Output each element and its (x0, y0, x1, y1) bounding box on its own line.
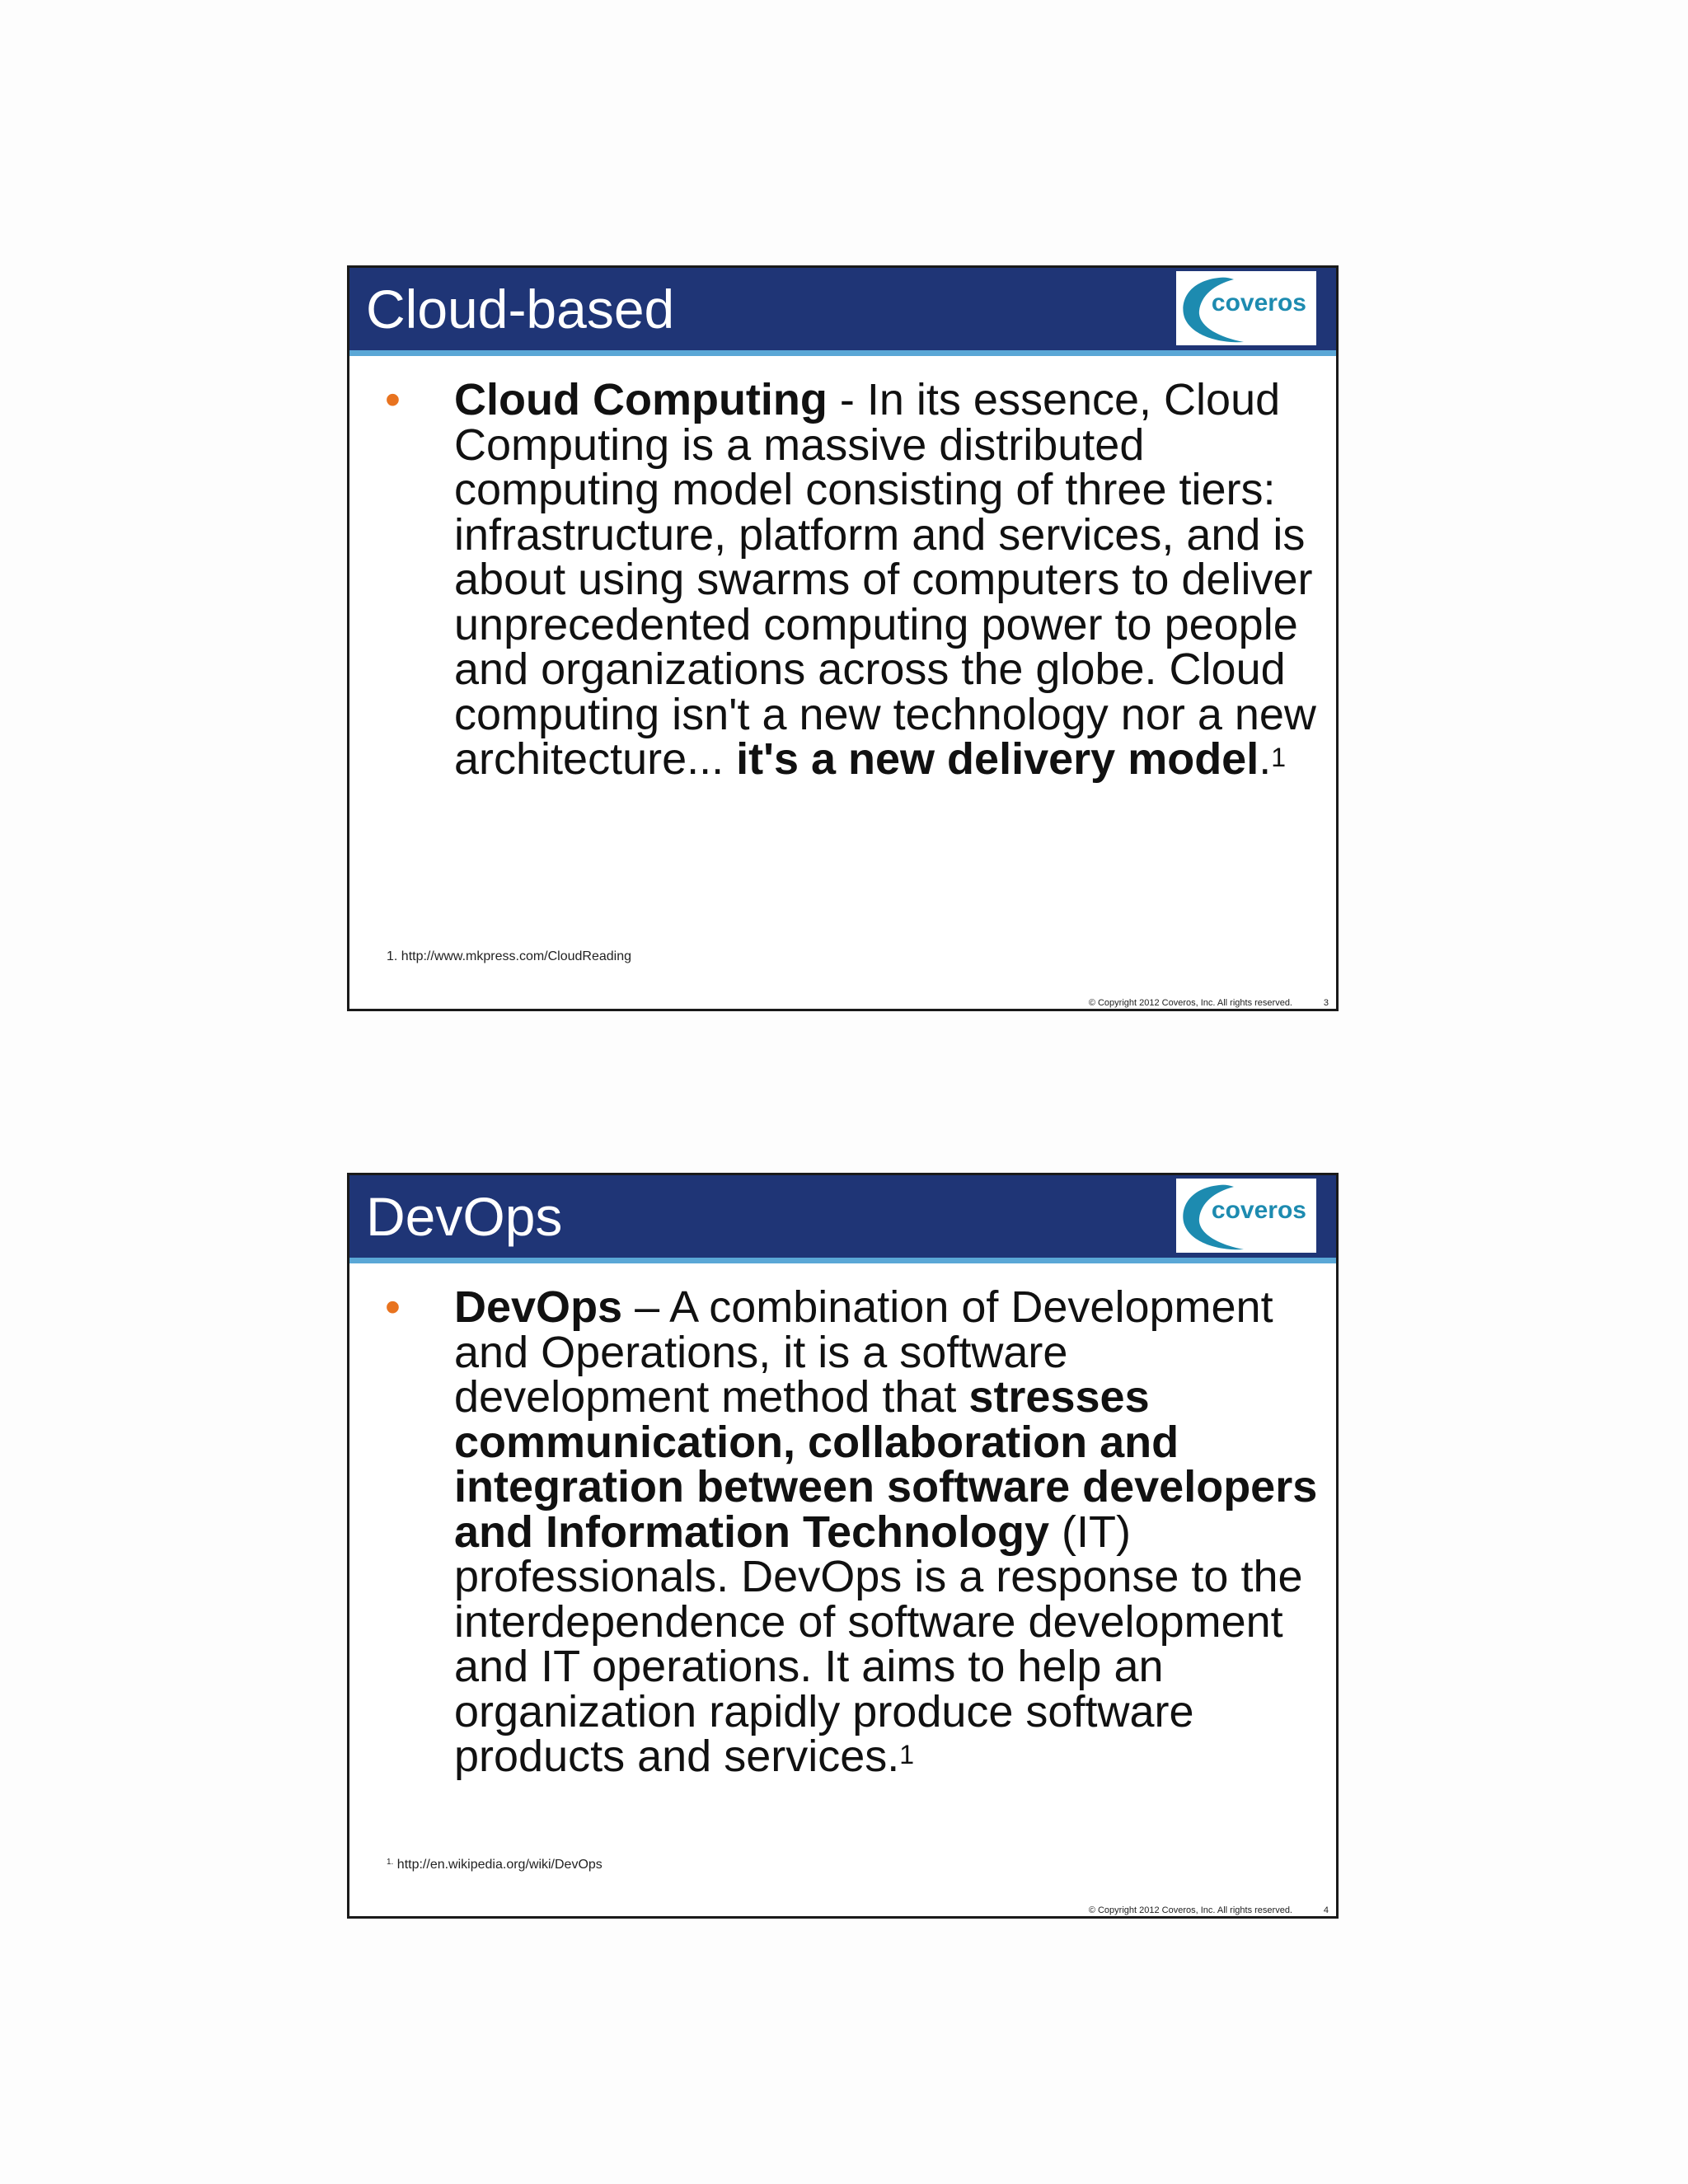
bullet-body-end: . (1259, 734, 1272, 784)
bullet-emphasis: stresses communication, collaboration and integration between software developers and Information Technology (454, 1372, 1318, 1557)
footnote-marker: 1 (1271, 743, 1287, 772)
bullet-text (454, 1282, 1320, 1781)
bullet-emphasis: it's a new delivery model (736, 734, 1259, 784)
slide-header (349, 1175, 1336, 1258)
slide-number: 4 (1323, 1905, 1329, 1915)
bullet-body: - In its essence, Cloud Computing is a massive distributed computing model consisting of three tiers: infrastructure, platform and services, and is about using swarms of computers to deliver unprecedented computing power to people and organizations across the globe. Cloud computing isn't a new technology nor a new architecture... (454, 375, 1316, 784)
copyright-notice: © Copyright 2012 Coveros, Inc. All rights reserved. (1088, 1905, 1292, 1915)
coveros-logo (1176, 271, 1316, 345)
bullet-body: – A combination of Development and Operations, it is a software development method that (454, 1282, 1273, 1422)
slide-title: DevOps (366, 1186, 563, 1247)
bullet-icon: • (385, 375, 401, 424)
bullet-term: DevOps (454, 1282, 623, 1332)
slide-cloud-based (347, 265, 1339, 1011)
coveros-logo (1176, 1179, 1316, 1253)
svg-text:coveros: coveros (1211, 289, 1306, 316)
slide-title: Cloud-based (366, 279, 675, 340)
bullet-text (454, 377, 1320, 782)
footnote-marker: 1 (899, 1740, 915, 1769)
header-rule (349, 350, 1336, 356)
svg-text:coveros: coveros (1211, 1197, 1306, 1224)
bullet-term: Cloud Computing (454, 375, 828, 424)
footnote-url: http://en.wikipedia.org/wiki/DevOps (393, 1858, 603, 1872)
footnote-link[interactable] (387, 1858, 603, 1872)
bullet-icon: • (385, 1282, 401, 1332)
copyright-notice: © Copyright 2012 Coveros, Inc. All rights reserved. (1088, 998, 1292, 1008)
slide-devops (347, 1173, 1339, 1919)
footnote-link[interactable]: 1. http://www.mkpress.com/CloudReading (387, 949, 632, 963)
slide-number: 3 (1323, 998, 1329, 1008)
header-rule (349, 1258, 1336, 1263)
bullet-body-end: (IT) professionals. DevOps is a response to the interdependence of software development and IT operations. It aims to help an organization rapidly produce software products and services. (454, 1507, 1303, 1781)
footnote-number: 1. (387, 1858, 394, 1867)
slide-header (349, 268, 1336, 350)
